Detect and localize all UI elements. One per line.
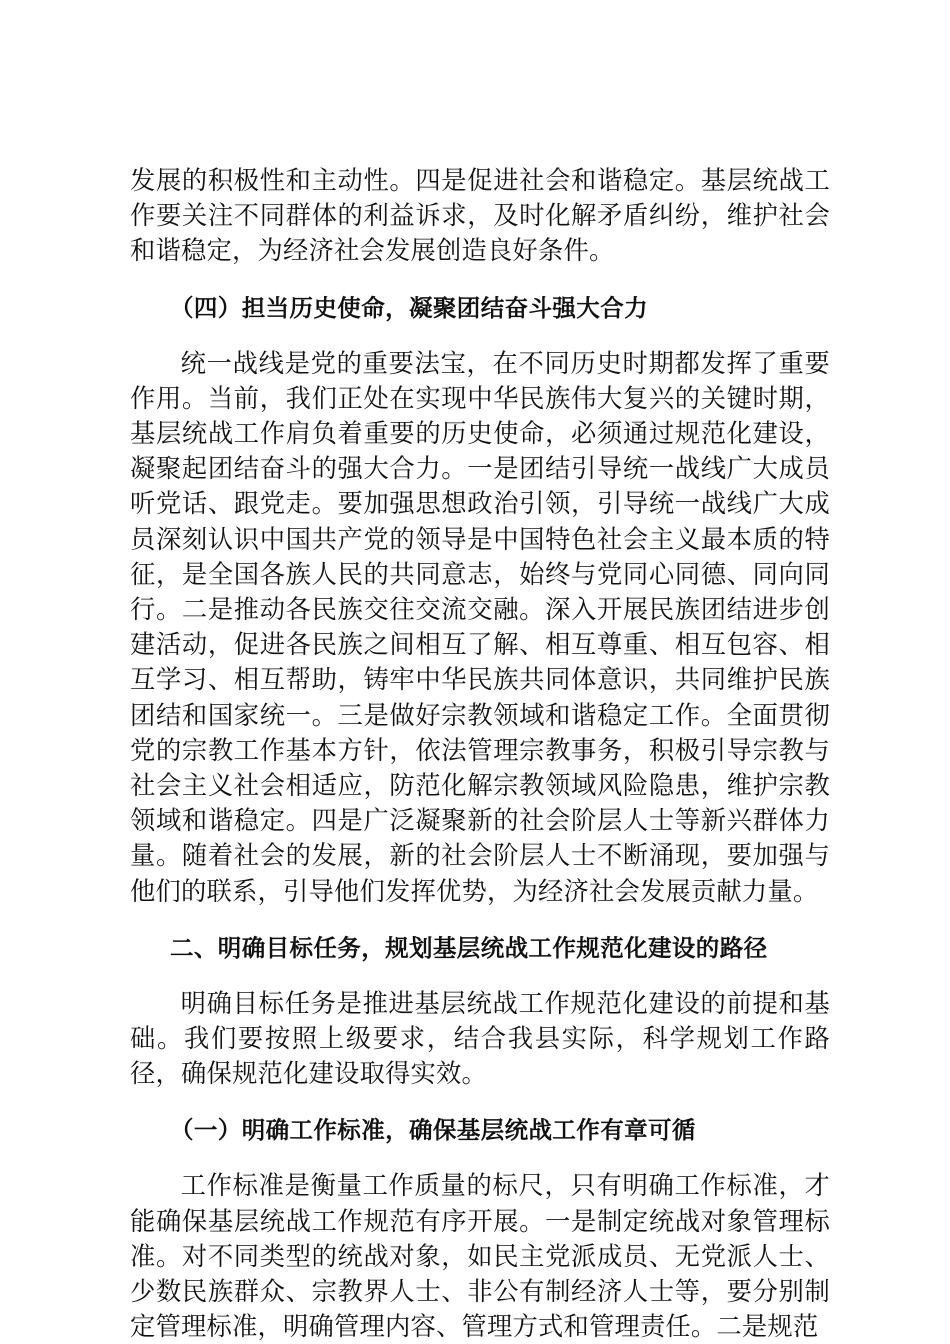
body-paragraph: 明确目标任务是推进基层统战工作规范化建设的前提和基础。我们要按照上级要求，结合我县实际，科学规划工作路径，确保规范化建设取得实效。 <box>130 988 830 1089</box>
spacer <box>130 1091 830 1113</box>
section-heading: （四）担当历史使命，凝聚团结奋斗强大合力 <box>170 293 648 322</box>
spacer <box>130 1148 830 1168</box>
spacer <box>130 326 830 346</box>
spacer <box>130 966 830 986</box>
spacer <box>130 909 830 931</box>
body-paragraph: 统一战线是党的重要法宝，在不同历史时期都发挥了重要作用。当前，我们正处在实现中华民族伟大复兴的关键时期，基层统战工作肩负着重要的历史使命，必须通过规范化建设，凝聚起团结奋斗的强大合力。一是团结引导统一战线广大成员听党话、跟党走。要加强思想政治引领，引导统一战线广大成员深刻认识中国共产党的领导是中国特色社会主义最本质的特征，是全国各族人民的共同意志，始终与党同心同德、同向同行。二是推动各民族交往交流交融。深入开展民族团结进步创建活动，促进各民族之间相互了解、相互尊重、相互包容、相互学习、相互帮助，铸牢中华民族共同体意识，共同维护民族团结和国家统一。三是做好宗教领域和谐稳定工作。全面贯彻党的宗教工作基本方针，依法管理宗教事务，积极引导宗教与社会主义社会相适应，防范化解宗教领域风险隐患，维护宗教领域和谐稳定。四是广泛凝聚新的社会阶层人士等新兴群体力量。随着社会的发展，新的社会阶层人士不断涌现，要加强与他们的联系，引导他们发挥优势，为经济社会发展贡献力量。 <box>130 348 830 906</box>
document-page <box>130 163 830 1344</box>
body-paragraph: 发展的积极性和主动性。四是促进社会和谐稳定。基层统战工作要关注不同群体的利益诉求，及时化解矛盾纠纷，维护社会和谐稳定，为经济社会发展创造良好条件。 <box>130 166 830 266</box>
section-heading: 二、明确目标任务，规划基层统战工作规范化建设的路径 <box>170 933 768 962</box>
section-heading: （一）明确工作标准，确保基层统战工作有章可循 <box>170 1116 696 1145</box>
spacer <box>130 269 830 291</box>
body-paragraph: 工作标准是衡量工作质量的标尺，只有明确工作标准，才能确保基层统战工作规范有序开展。一是制定统战对象管理标准。对不同类型的统战对象，如民主党派成员、无党派人士、少数民族群众、宗教界人士、非公有制经济人士等，要分别制定管理标准，明确管理内容、管理方式和管理责任。二是规范 <box>130 1171 830 1342</box>
